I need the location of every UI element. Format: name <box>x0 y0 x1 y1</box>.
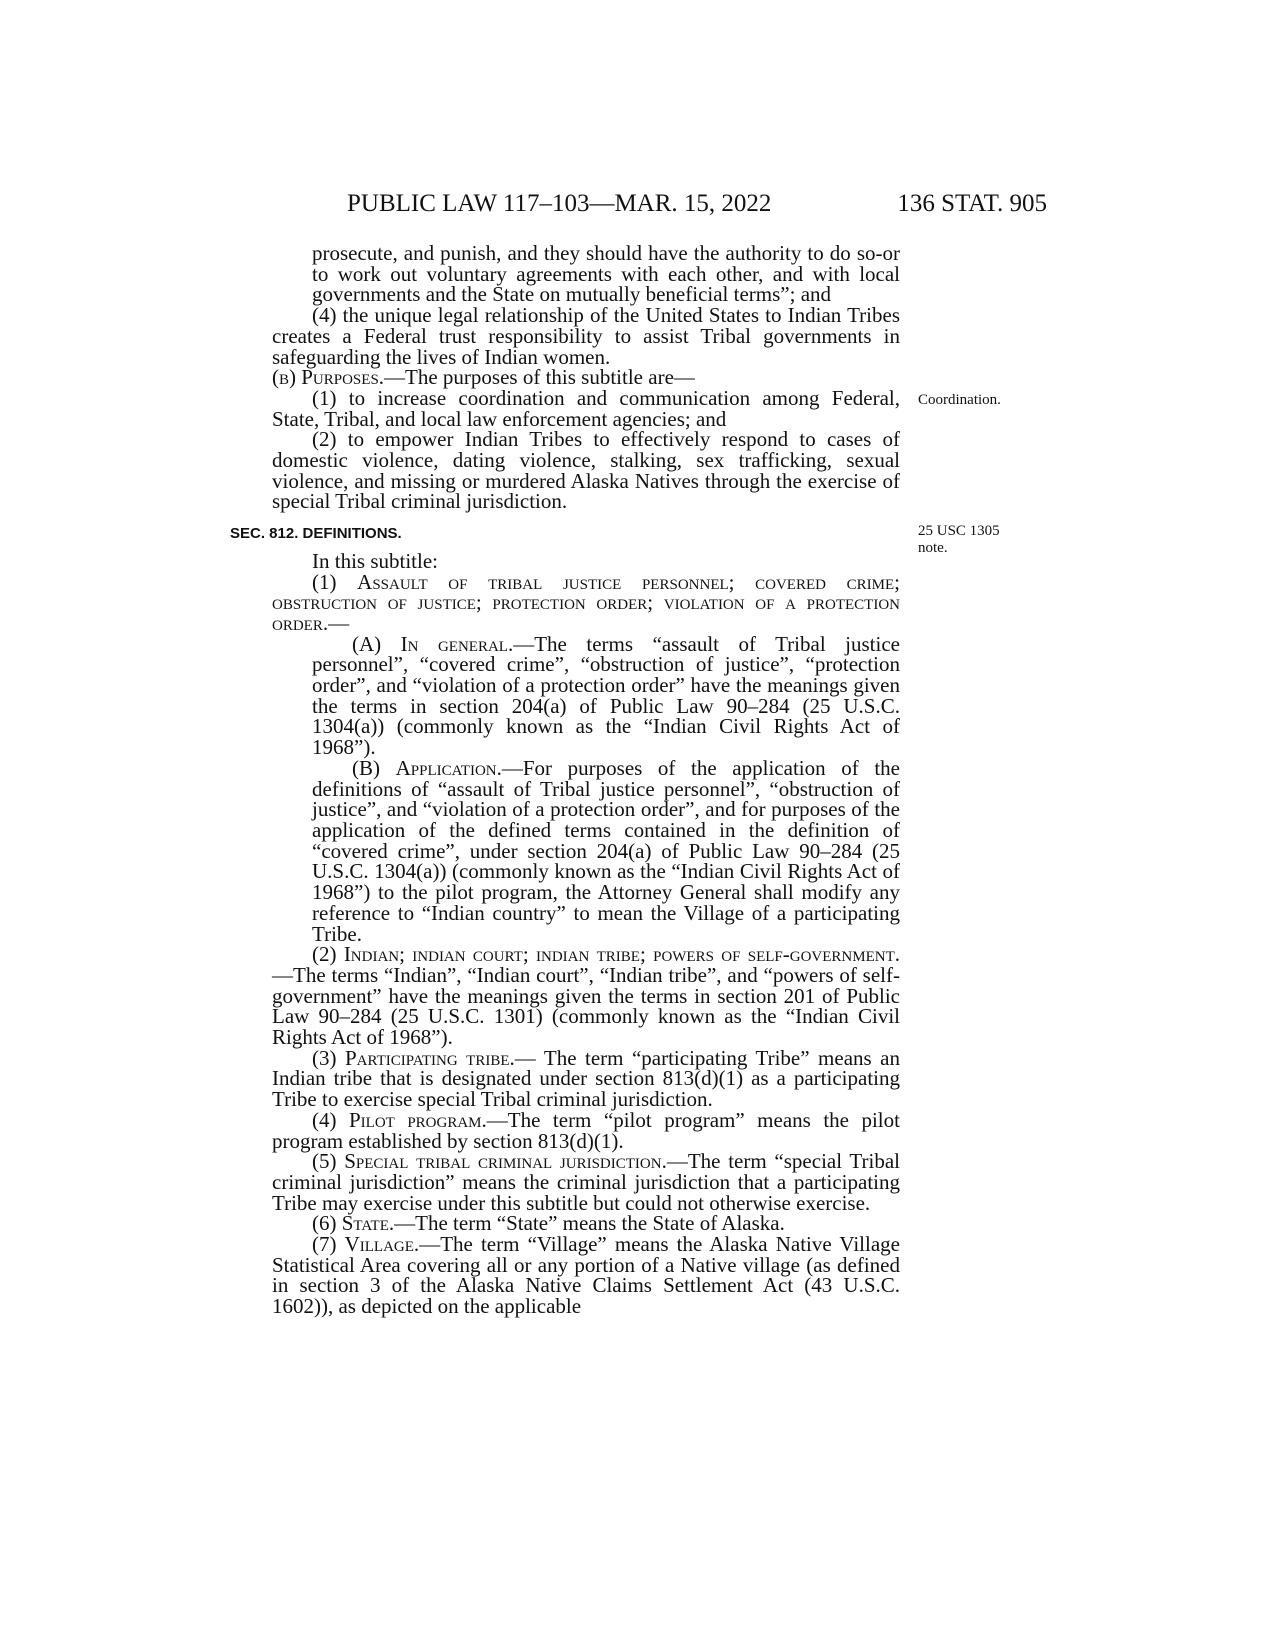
definition-2-label: Indian; indian court; indian tribe; powers of self-government. <box>343 942 900 967</box>
definition-5-text: —The term “special Tribal criminal jurisdiction” means the criminal jurisdiction that a participating Tribe may exercise under this subtitle but could not otherwise exercise. <box>272 1149 900 1215</box>
definition-1-label: Assault of tribal justice personnel; covered crime; obstruction of justice; protection order; violation of a protection order. <box>272 569 900 635</box>
definition-2-text: —The terms “Indian”, “Indian court”, “Indian tribe”, and “powers of self-government” have the meanings given the terms in section 201 of Public Law 90–284 (25 U.S.C. 1301) (commonly known as the “Indian Civil Rights Act of 1968”). <box>272 962 900 1050</box>
paragraph-continuation: prosecute, and punish, and they should have the authority to do so-or to work out voluntary agreements with each other, and with local governments and the State on mutually beneficial terms”; and <box>312 241 900 307</box>
definition-1a-text: —The terms “assault of Tribal justice personnel”, “covered crime”, “obstruction of justice”, “protection order”, and “violation of a protection order” have the meanings given the terms in section 204(a) of Public Law 90–284 (25 U.S.C. 1304(a)) (commonly known as the “Indian Civil Rights Act of 1968”). <box>312 631 900 760</box>
margin-note-usc-line2: note. <box>918 540 948 556</box>
purposes-label: (b) Purposes. <box>272 365 385 390</box>
definition-1a <box>272 631 900 760</box>
definition-6-text: —The term “State” means the State of Alaska. <box>394 1211 785 1236</box>
definition-7 <box>272 1234 900 1317</box>
definition-3 <box>272 1045 900 1112</box>
definition-5-number: (5) <box>312 1149 345 1174</box>
definition-1a-number: (A) <box>352 631 401 656</box>
definition-1-dash: — <box>328 610 350 635</box>
subsection-purposes <box>272 367 900 388</box>
definition-4-number: (4) <box>312 1107 349 1132</box>
definition-6-label: State. <box>341 1211 395 1236</box>
definition-6 <box>272 1213 900 1234</box>
definition-4 <box>272 1107 900 1153</box>
definition-7-label: Village. <box>344 1232 420 1257</box>
definition-4-text: —The term “pilot program” means the pilot program established by section 813(d)(1). <box>272 1107 900 1153</box>
margin-note-coordination: Coordination. <box>918 392 1001 408</box>
definition-6-number: (6) <box>312 1211 342 1236</box>
definition-1b-text: —For purposes of the application of the definitions of “assault of Tribal justice personnel”, “obstruction of justice”, and “violation of a protection order”, and for purposes of the application of the defined terms contained in the definition of “covered crime”, under section 204(a) of Public Law 90–284 (25 U.S.C. 1304(a)) (commonly known as the “Indian Civil Rights Act of 1968”) to the pilot program, the Attorney General shall modify any reference to “Indian country” to mean the Village of a participating Tribe. <box>312 755 900 946</box>
definition-2 <box>272 944 900 1048</box>
purpose-1: (1) to increase coordination and communication among Federal, State, Tribal, and local law enforcement agencies; and <box>272 385 900 431</box>
definition-1b-number: (B) <box>352 755 396 780</box>
purposes-text: —The purposes of this subtitle are— <box>384 365 695 390</box>
margin-note-usc-line1: 25 USC 1305 <box>918 523 1000 539</box>
purpose-2: (2) to empower Indian Tribes to effectively respond to cases of domestic violence, dating violence, stalking, sex trafficking, sexual violence, and missing or murdered Alaska Natives through the exercise of special Tribal criminal jurisdiction. <box>272 427 900 514</box>
definition-5-label: Special tribal criminal jurisdiction. <box>344 1149 667 1174</box>
definition-4-label: Pilot program. <box>348 1107 487 1132</box>
header-title: PUBLIC LAW 117–103—MAR. 15, 2022 <box>347 190 772 217</box>
definition-1 <box>272 569 900 635</box>
section-heading: SEC. 812. DEFINITIONS. <box>230 525 402 543</box>
paragraph-a4: (4) the unique legal relationship of the United States to Indian Tribes creates a Federal trust responsibility to assist Tribal governments in safeguarding the lives of Indian women. <box>272 303 900 369</box>
header-stat-page: 136 STAT. 905 <box>897 190 1047 217</box>
body-text <box>230 241 900 1319</box>
definition-2-number: (2) <box>312 942 344 967</box>
definition-3-text: — The term “participating Tribe” means an Indian tribe that is designated under section 813(d)(1) as a participating Tribe to exercise special Tribal criminal jurisdiction. <box>272 1045 900 1112</box>
definition-1a-label: In general. <box>400 631 514 656</box>
definition-1b-label: Application. <box>395 755 502 780</box>
definition-7-text: —The term “Village” means the Alaska Native Village Statistical Area covering all or any portion of a Native village (as defined in section 3 of the Alaska Native Claims Settlement Act (43 U.S.C. 1602)), as depicted on the applicable <box>272 1232 900 1319</box>
margin-note-usc <box>918 523 1000 557</box>
definitions-intro: In this subtitle: <box>312 548 438 573</box>
definition-3-label: Participating tribe. <box>344 1045 515 1070</box>
definition-1b <box>272 755 900 946</box>
definition-7-number: (7) <box>312 1232 345 1257</box>
definition-3-number: (3) <box>312 1045 345 1070</box>
definition-5 <box>272 1151 900 1213</box>
definition-1-number: (1) <box>312 569 358 594</box>
